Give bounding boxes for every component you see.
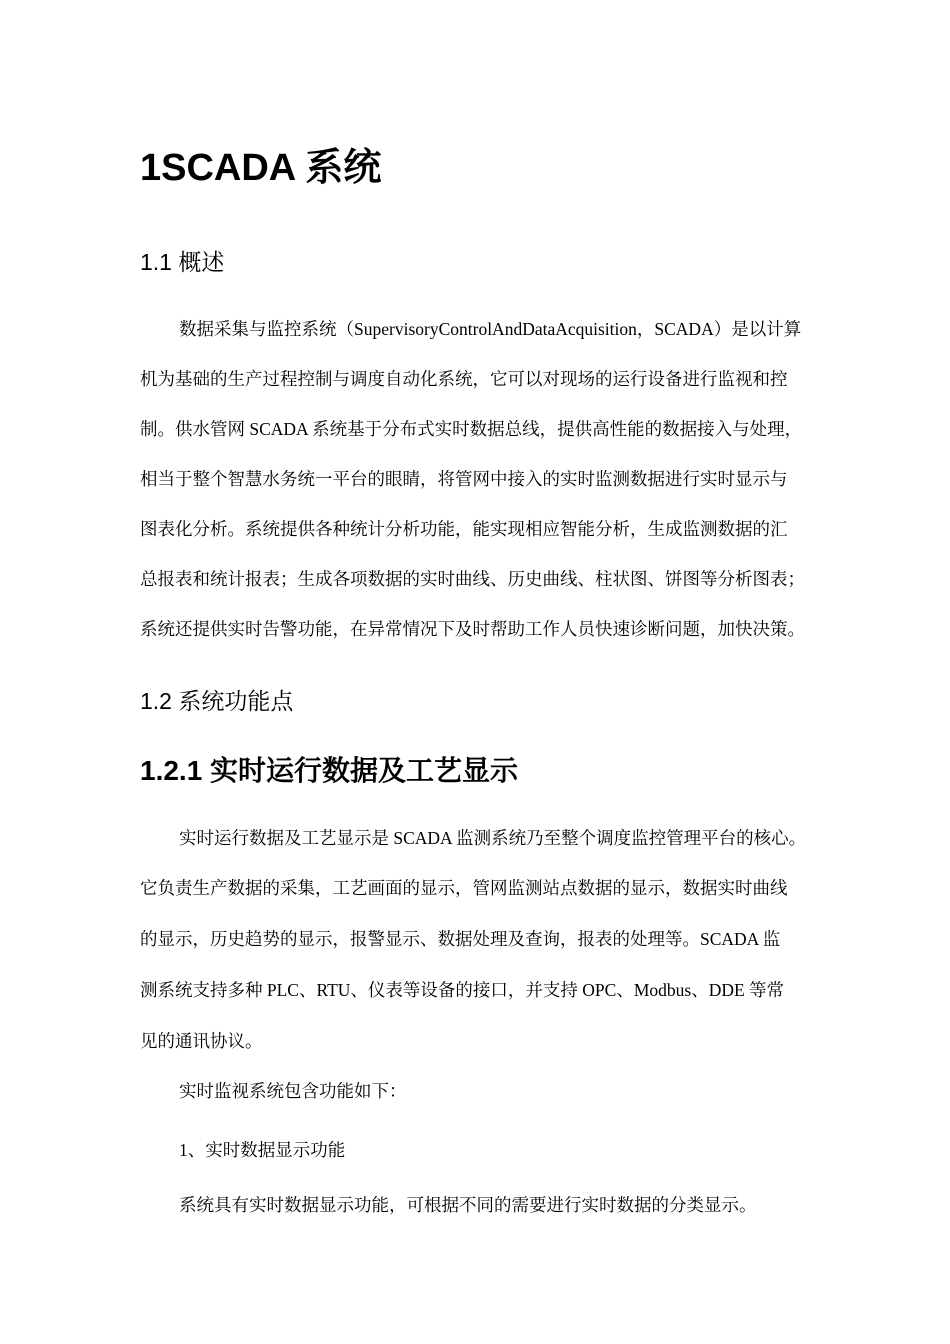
section-heading-overview: 1.1 概述 — [140, 249, 225, 275]
functions-intro: 实时监视系统包含功能如下： — [179, 1081, 407, 1101]
paragraph-line: 它负责生产数据的采集，工艺画面的显示，管网监测站点数据的显示，数据实时曲线 — [140, 878, 788, 898]
paragraph-line: 实时运行数据及工艺显示是 SCADA 监测系统乃至整个调度监控管理平台的核心。 — [179, 828, 807, 848]
paragraph-line: 图表化分析。系统提供各种统计分析功能，能实现相应智能分析，生成监测数据的汇 — [140, 519, 788, 539]
document-title: 1SCADA 系统 — [140, 147, 382, 189]
paragraph-line: 见的通讯协议。 — [140, 1031, 263, 1051]
paragraph-line: 的显示，历史趋势的显示，报警显示、数据处理及查询，报表的处理等。SCADA 监 — [140, 929, 781, 949]
paragraph-line: 制。供水管网 SCADA 系统基于分布式实时数据总线，提供高性能的数据接入与处理， — [140, 419, 803, 439]
function-item-description: 系统具有实时数据显示功能，可根据不同的需要进行实时数据的分类显示。 — [179, 1195, 757, 1215]
subsection-heading-realtime: 1.2.1 实时运行数据及工艺显示 — [140, 755, 519, 786]
paragraph-line: 总报表和统计报表；生成各项数据的实时曲线、历史曲线、柱状图、饼图等分析图表； — [140, 569, 805, 589]
paragraph-line: 相当于整个智慧水务统一平台的眼睛，将管网中接入的实时监测数据进行实时显示与 — [140, 469, 788, 489]
section-heading-functions: 1.2 系统功能点 — [140, 688, 294, 714]
paragraph-line: 数据采集与监控系统（SupervisoryControlAndDataAcquisition，SCADA）是以计算 — [179, 319, 802, 339]
paragraph-line: 机为基础的生产过程控制与调度自动化系统，它可以对现场的运行设备进行监视和控 — [140, 369, 788, 389]
paragraph-line: 系统还提供实时告警功能，在异常情况下及时帮助工作人员快速诊断问题，加快决策。 — [140, 619, 805, 639]
paragraph-line: 测系统支持多种 PLC、RTU、仪表等设备的接口，并支持 OPC、Modbus、DDE 等常 — [140, 980, 785, 1000]
function-item-title: 1、实时数据显示功能 — [179, 1140, 346, 1160]
